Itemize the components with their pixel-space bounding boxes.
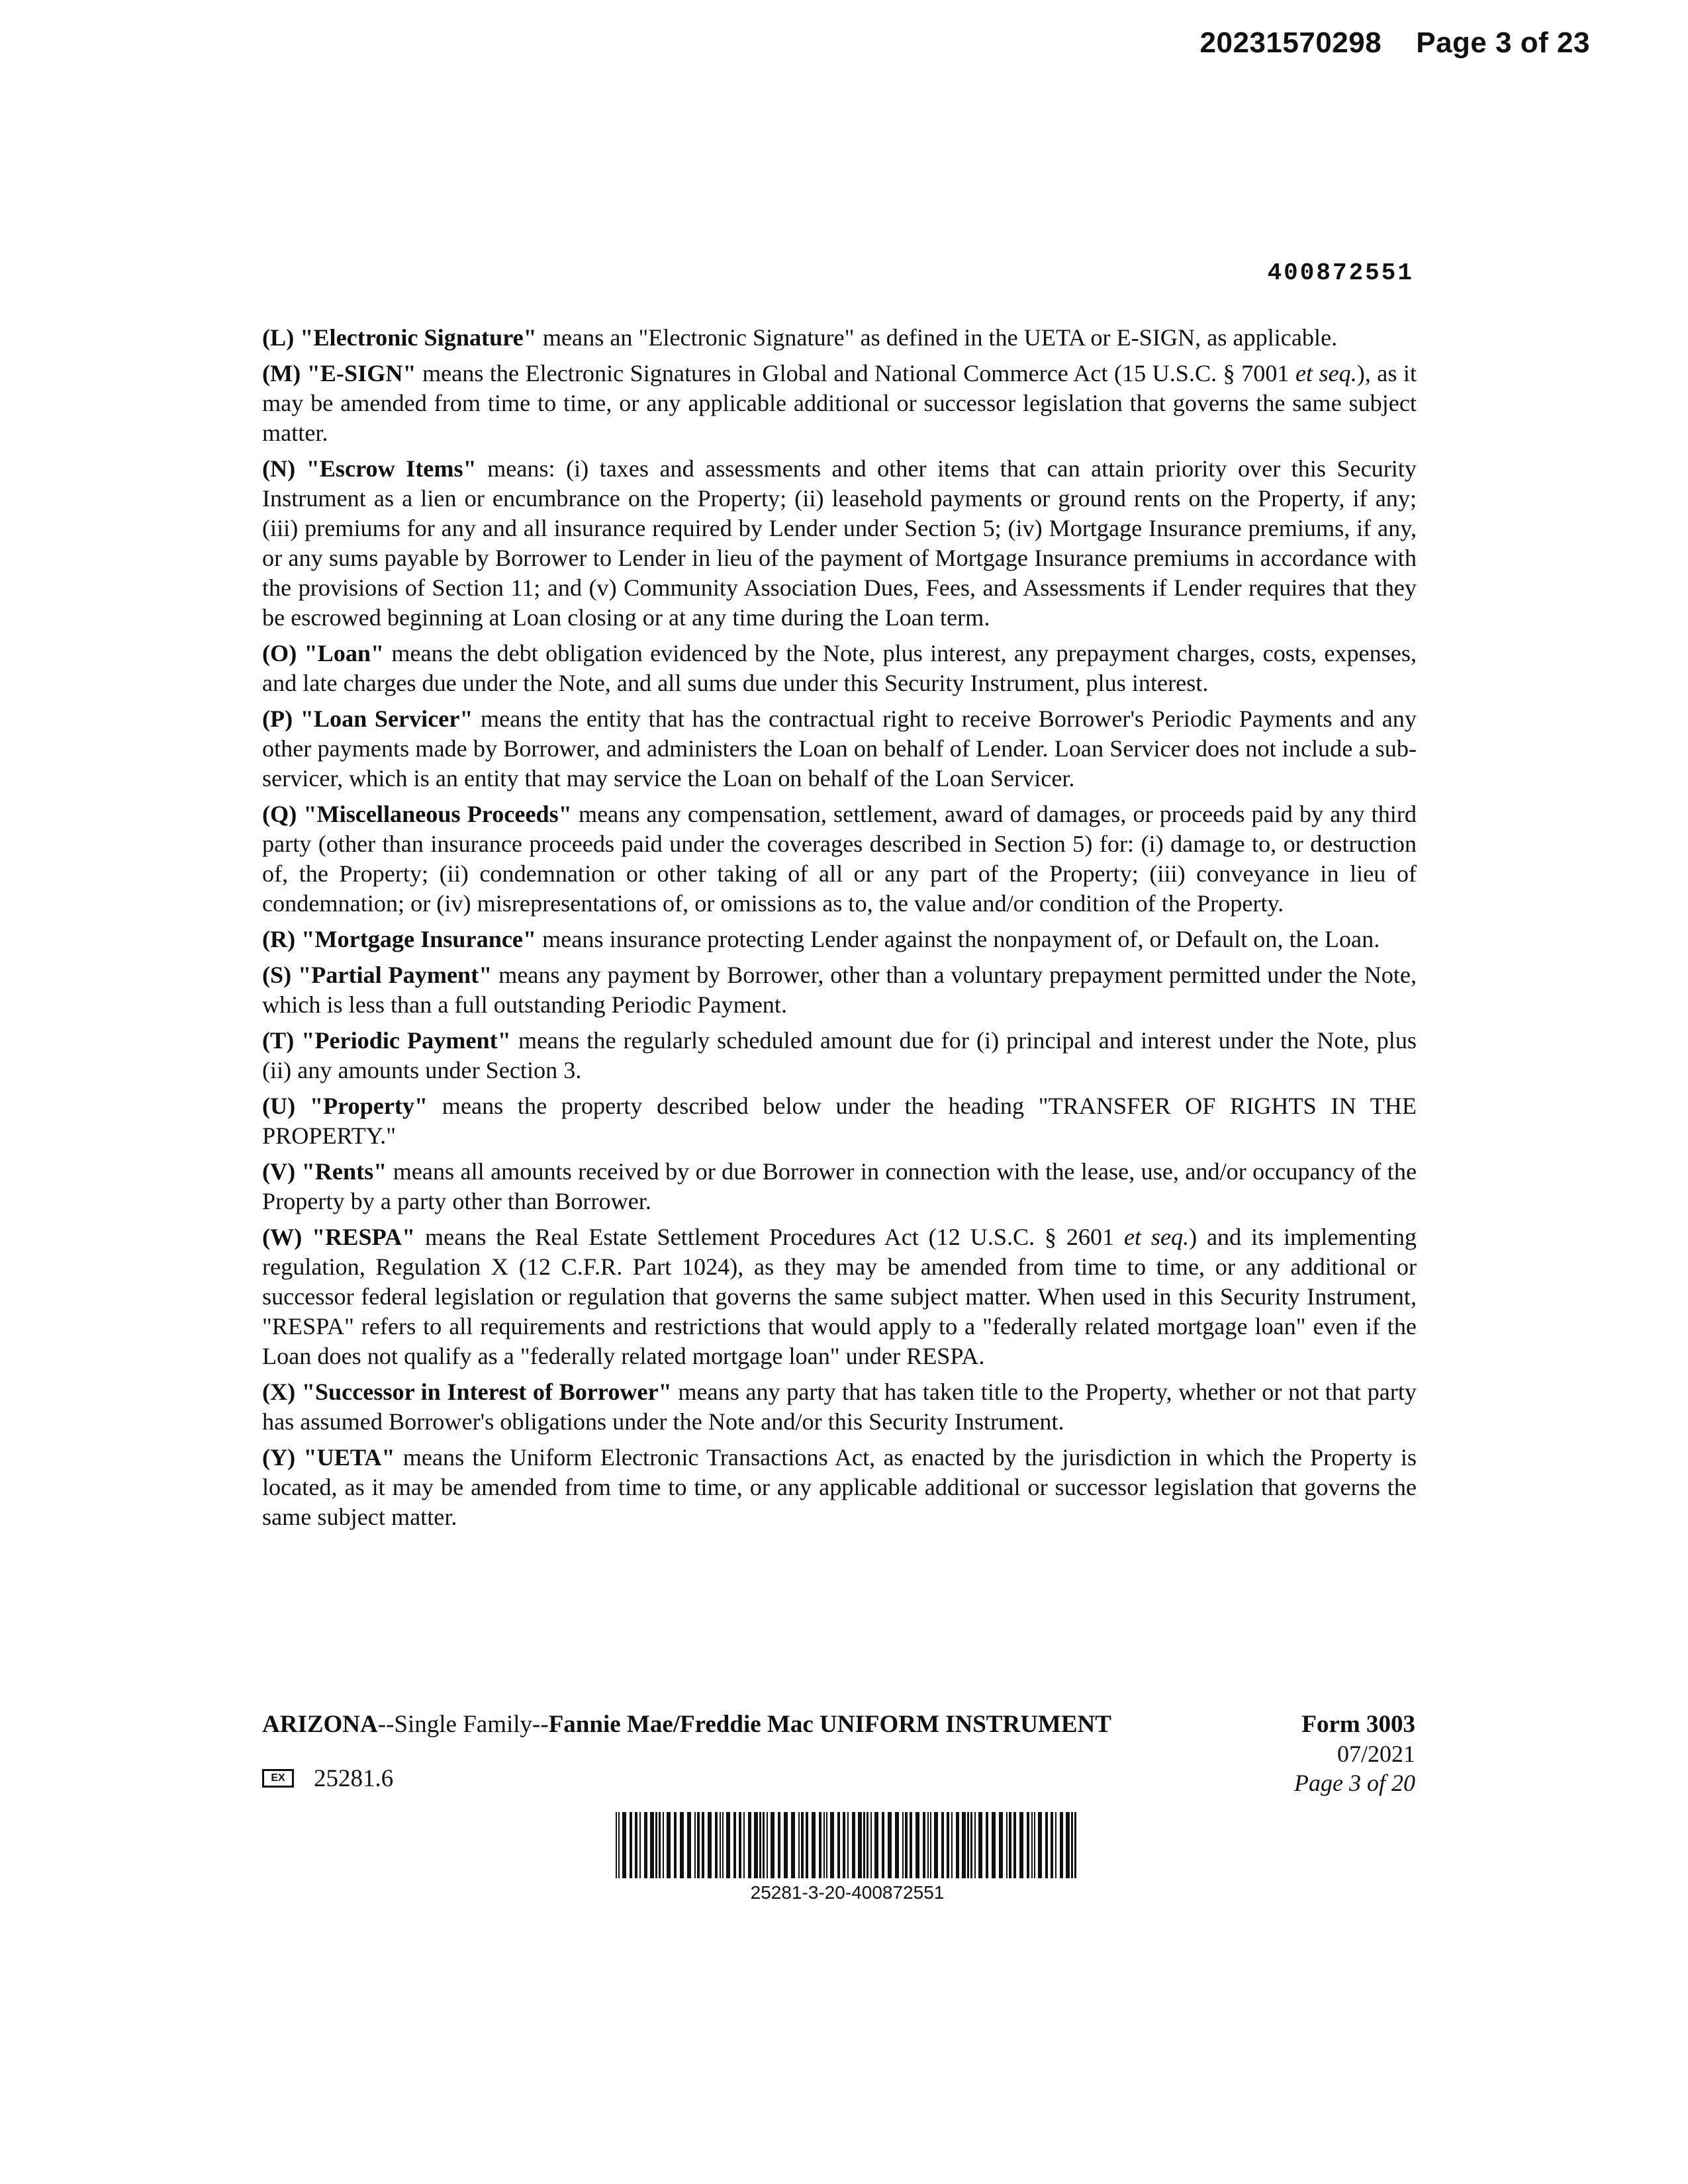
definition-item bbox=[262, 1443, 1417, 1532]
barcode-bar bbox=[791, 1812, 795, 1878]
definition-item bbox=[262, 639, 1417, 698]
barcode-bar bbox=[667, 1812, 671, 1878]
barcode-bar bbox=[923, 1812, 925, 1878]
loan-number: 400872551 bbox=[1267, 259, 1414, 287]
definition-term-text: "Escrow Items" bbox=[306, 455, 477, 482]
form-page: Page 3 of 20 bbox=[1294, 1770, 1415, 1796]
barcode-bar bbox=[823, 1812, 825, 1878]
barcode-bar bbox=[655, 1812, 657, 1878]
definition-item bbox=[262, 960, 1417, 1020]
barcode-bar bbox=[927, 1812, 929, 1878]
barcode-bar bbox=[763, 1812, 765, 1878]
barcode-bar bbox=[910, 1812, 912, 1878]
definition-text: means the entity that has the contractual right to receive Borrower's Periodic Payments and any other payments made by Borrower, and administers the Loan on behalf of Lender. Loan Servicer does not include a sub-servicer, which is an entity that may service the Loan on behalf of the Loan Servicer. bbox=[262, 705, 1417, 792]
definition-text: means the regularly scheduled amount due for (i) principal and interest under the Note, plus (ii) any amounts under Section 3. bbox=[262, 1027, 1417, 1083]
definition-label: (P) bbox=[262, 705, 293, 732]
definition-label: (M) bbox=[262, 360, 301, 387]
definition-item bbox=[262, 323, 1417, 353]
barcode-bar bbox=[618, 1812, 620, 1878]
barcode-bar bbox=[888, 1812, 892, 1878]
barcode-bar bbox=[830, 1812, 834, 1878]
barcode-bar bbox=[801, 1812, 804, 1878]
form-date: 07/2021 bbox=[1336, 1741, 1415, 1767]
barcode-bar bbox=[622, 1812, 626, 1878]
definition-text: means any payment by Borrower, other than a voluntary prepayment permitted under the Note, which is less than a full outstanding Periodic Payment. bbox=[262, 962, 1417, 1018]
barcode-bar bbox=[1013, 1812, 1016, 1878]
document-number: 20231570298 bbox=[1199, 26, 1382, 59]
definition-item bbox=[262, 799, 1417, 919]
barcode-bar bbox=[970, 1812, 972, 1878]
barcode-bar bbox=[680, 1812, 684, 1878]
definition-label: (Q) bbox=[262, 801, 297, 827]
definition-term-text: "Property" bbox=[309, 1093, 428, 1119]
barcode-bar bbox=[630, 1812, 632, 1878]
definition-term bbox=[262, 705, 473, 732]
barcode-bar bbox=[902, 1812, 904, 1878]
barcode-bar bbox=[930, 1812, 931, 1878]
barcode-bar bbox=[867, 1812, 868, 1878]
definition-italic: et seq. bbox=[1123, 1224, 1190, 1250]
barcode-bar bbox=[733, 1812, 736, 1878]
barcode-bar bbox=[722, 1812, 724, 1878]
barcode-bar bbox=[798, 1812, 800, 1878]
definition-item bbox=[262, 1222, 1417, 1371]
barcode-bar bbox=[726, 1812, 730, 1878]
barcode-bar bbox=[739, 1812, 741, 1878]
definition-label: (R) bbox=[262, 926, 296, 952]
barcode-bar bbox=[852, 1812, 855, 1878]
form-number: Form 3003 bbox=[1301, 1711, 1415, 1738]
definition-text: means any party that has taken title to the Property, whether or not that party has assumed Borrower's obligations under the Note and/or this Security Instrument. bbox=[262, 1379, 1417, 1435]
definition-item bbox=[262, 1377, 1417, 1437]
barcode-bar bbox=[941, 1812, 944, 1878]
definition-term-text: "Loan" bbox=[304, 640, 385, 666]
barcode-bar bbox=[934, 1812, 938, 1878]
definition-label: (Y) bbox=[262, 1444, 296, 1471]
barcode-block bbox=[616, 1812, 1079, 1903]
barcode-bar bbox=[616, 1812, 617, 1878]
barcode-bar bbox=[806, 1812, 808, 1878]
barcode-bar bbox=[1009, 1812, 1011, 1878]
ex-logo-icon: EX bbox=[262, 1769, 294, 1788]
barcode-bar bbox=[1051, 1812, 1053, 1878]
barcode-bar bbox=[754, 1812, 758, 1878]
barcode-bar bbox=[748, 1812, 751, 1878]
definition-text: means an "Electronic Signature" as defined in the UETA or E-SIGN, as applicable. bbox=[536, 324, 1338, 351]
barcode-bar bbox=[1019, 1812, 1023, 1878]
barcode-bar bbox=[1045, 1812, 1048, 1878]
barcode-bar bbox=[659, 1812, 661, 1878]
definition-label: (X) bbox=[262, 1379, 296, 1405]
definition-term-text: "Successor in Interest of Borrower" bbox=[301, 1379, 672, 1405]
barcode-bar bbox=[826, 1812, 827, 1878]
definition-text: means insurance protecting Lender against the nonpayment of, or Default on, the Loan. bbox=[536, 926, 1380, 952]
definition-label: (O) bbox=[262, 640, 297, 666]
barcode-bar bbox=[694, 1812, 696, 1878]
barcode-bar bbox=[895, 1812, 899, 1878]
definition-term-text: "Miscellaneous Proceeds" bbox=[303, 801, 572, 827]
definition-text: means the debt obligation evidenced by the Note, plus interest, any prepayment charges, costs, expenses, and late charges due under the Note, and all sums due under this Security Instrument, plus interest. bbox=[262, 640, 1417, 696]
definition-text: means the Uniform Electronic Transactions Act, as enacted by the jurisdiction in which the Property is located, as it may be amended from time to time, or any applicable additional or successor legislation that governs the same subject matter. bbox=[262, 1444, 1417, 1530]
definition-term-text: "E-SIGN" bbox=[306, 360, 416, 387]
definition-term-text: "RESPA" bbox=[312, 1224, 416, 1250]
barcode-bar bbox=[759, 1812, 761, 1878]
barcode-bar bbox=[1034, 1812, 1035, 1878]
barcode-bar bbox=[992, 1812, 996, 1878]
definition-item bbox=[262, 1091, 1417, 1151]
footer-state: ARIZONA bbox=[262, 1711, 378, 1738]
barcode-bar bbox=[715, 1812, 718, 1878]
barcode-bar bbox=[644, 1812, 647, 1878]
barcode-bar bbox=[863, 1812, 865, 1878]
barcode-bar bbox=[1031, 1812, 1033, 1878]
barcode-bar bbox=[962, 1812, 966, 1878]
definition-term-text: "UETA" bbox=[303, 1444, 395, 1471]
footer-form-info bbox=[1294, 1710, 1415, 1797]
definition-term bbox=[262, 801, 572, 827]
barcode-bar bbox=[1055, 1812, 1056, 1878]
barcode-bar bbox=[837, 1812, 840, 1878]
footer-sep: --Single Family-- bbox=[377, 1711, 549, 1738]
definition-text: means all amounts received by or due Borrower in connection with the lease, use, and/or occupancy of the Property by a party other than Borrower. bbox=[262, 1158, 1417, 1214]
barcode-bar bbox=[812, 1812, 816, 1878]
barcode-bar bbox=[999, 1812, 1003, 1878]
definition-term-text: "Partial Payment" bbox=[298, 962, 492, 988]
definition-term bbox=[262, 455, 477, 482]
barcode-bar bbox=[974, 1812, 976, 1878]
barcode-bar bbox=[951, 1812, 953, 1878]
definition-label: (U) bbox=[262, 1093, 296, 1119]
barcode-bar bbox=[1038, 1812, 1042, 1878]
definition-term bbox=[262, 962, 492, 988]
definition-label: (W) bbox=[262, 1224, 303, 1250]
definition-term bbox=[262, 324, 537, 351]
doc-code-line bbox=[262, 1764, 393, 1793]
definition-text-after: ) and its implementing regulation, Regulation X (12 C.F.R. Part 1024), as they may be amended from time to time, or any additional or successor federal legislation or regulation that governs the same subject matter. When used in this Security Instrument, "RESPA" refers to all requirements and restrictions that would apply to a "federally related mortgage loan" even if the Loan does not qualify as a "federally related mortgage loan" under RESPA. bbox=[262, 1224, 1417, 1369]
definition-item bbox=[262, 359, 1417, 448]
definition-text-after: ), as it may be amended from time to time, or any applicable additional or successor legislation that governs the same subject matter. bbox=[262, 360, 1417, 446]
barcode-bar bbox=[767, 1812, 768, 1878]
definition-term bbox=[262, 360, 416, 387]
barcode-bar bbox=[956, 1812, 959, 1878]
definitions-list bbox=[262, 323, 1417, 1538]
barcode-bar bbox=[663, 1812, 664, 1878]
definition-term-text: "Periodic Payment" bbox=[301, 1027, 511, 1054]
barcode-bar bbox=[674, 1812, 677, 1878]
barcode-bar bbox=[702, 1812, 704, 1878]
definition-term bbox=[262, 1158, 387, 1185]
definition-term-text: "Mortgage Insurance" bbox=[301, 926, 537, 952]
definition-term bbox=[262, 1444, 395, 1471]
definition-item bbox=[262, 1157, 1417, 1216]
barcode-bar bbox=[1066, 1812, 1070, 1878]
definition-term bbox=[262, 1224, 415, 1250]
barcode-bar bbox=[1027, 1812, 1029, 1878]
definition-label: (L) bbox=[262, 324, 295, 351]
barcode-bar bbox=[905, 1812, 908, 1878]
definition-label: (T) bbox=[262, 1027, 295, 1054]
definition-italic: et seq. bbox=[1295, 360, 1357, 387]
definition-text: means: (i) taxes and assessments and other items that can attain priority over this Security Instrument as a lien or encumbrance on the Property; (ii) leasehold payments or ground rents on the Property, if any; (iii) premiums for any and all insurance required by Lender under Section 5; (iv) Mortgage Insurance premiums, if any, or any sums payable by Borrower to Lender in lieu of the payment of Mortgage Insurance premiums in accordance with the provisions of Section 11; and (v) Community Association Dues, Fees, and Assessments if Lender requires that they be escrowed beginning at Loan closing or at any time during the Loan term. bbox=[262, 455, 1417, 631]
barcode-bar bbox=[847, 1812, 849, 1878]
barcode-bar bbox=[882, 1812, 884, 1878]
barcode-bar bbox=[967, 1812, 969, 1878]
barcode-bar bbox=[874, 1812, 878, 1878]
definition-term bbox=[262, 1093, 428, 1119]
definition-text: means the property described below under the heading "TRANSFER OF RIGHTS IN THE PROPERTY." bbox=[262, 1093, 1417, 1149]
barcode-bar bbox=[708, 1812, 712, 1878]
barcode-bar bbox=[743, 1812, 745, 1878]
definition-term bbox=[262, 1379, 672, 1405]
barcode-bar bbox=[720, 1812, 721, 1878]
definition-item bbox=[262, 454, 1417, 633]
definition-label: (S) bbox=[262, 962, 292, 988]
barcode-bar bbox=[843, 1812, 845, 1878]
barcode-image bbox=[616, 1812, 1079, 1878]
definition-text: means the Real Estate Settlement Procedures Act (12 U.S.C. § 2601 bbox=[415, 1224, 1124, 1250]
doc-code: 25281.6 bbox=[314, 1765, 394, 1792]
barcode-bar bbox=[1071, 1812, 1073, 1878]
recording-stamp bbox=[1200, 26, 1590, 60]
definition-item bbox=[262, 704, 1417, 794]
barcode-bar bbox=[978, 1812, 982, 1878]
barcode-bar bbox=[697, 1812, 700, 1878]
definition-text: means the Electronic Signatures in Global and National Commerce Act (15 U.S.C. § 7001 bbox=[416, 360, 1295, 387]
barcode-bar bbox=[1060, 1812, 1063, 1878]
definition-item bbox=[262, 925, 1417, 954]
definition-term bbox=[262, 1027, 511, 1054]
definition-label: (N) bbox=[262, 455, 296, 482]
definition-item bbox=[262, 1026, 1417, 1085]
footer-instrument: Fannie Mae/Freddie Mac UNIFORM INSTRUMENT bbox=[548, 1711, 1111, 1738]
barcode-bar bbox=[635, 1812, 637, 1878]
barcode-bar bbox=[650, 1812, 654, 1878]
barcode-bar bbox=[771, 1812, 774, 1878]
definition-term bbox=[262, 640, 384, 666]
barcode-caption: 25281-3-20-400872551 bbox=[750, 1882, 945, 1903]
barcode-bar bbox=[1006, 1812, 1008, 1878]
barcode-bar bbox=[986, 1812, 988, 1878]
definition-term-text: "Loan Servicer" bbox=[300, 705, 473, 732]
barcode-bar bbox=[778, 1812, 780, 1878]
barcode-bar bbox=[1074, 1812, 1076, 1878]
barcode-bar bbox=[870, 1812, 872, 1878]
definition-text: means any compensation, settlement, award of damages, or proceeds paid by any third party (other than insurance proceeds paid under the coverages described in Section 5) for: (i) damage to, or destruction of, the Property; (ii) condemnation or other taking of all or any part of the Property; (iii) conveyance in lieu of condemnation; or (iv) misrepresentations of, or omissions as to, the value and/or condition of the Property. bbox=[262, 801, 1417, 917]
definition-term-text: "Rents" bbox=[301, 1158, 387, 1185]
barcode-bar bbox=[639, 1812, 641, 1878]
footer-instrument-title bbox=[262, 1710, 1111, 1739]
definition-term-text: "Electronic Signature" bbox=[300, 324, 537, 351]
page-indicator: Page 3 of 23 bbox=[1416, 26, 1590, 59]
barcode-bar bbox=[687, 1812, 691, 1878]
definition-label: (V) bbox=[262, 1158, 296, 1185]
definition-term bbox=[262, 926, 536, 952]
barcode-bar bbox=[784, 1812, 788, 1878]
barcode-bar bbox=[858, 1812, 862, 1878]
barcode-bar bbox=[819, 1812, 821, 1878]
barcode-bar bbox=[947, 1812, 949, 1878]
barcode-bar bbox=[915, 1812, 919, 1878]
